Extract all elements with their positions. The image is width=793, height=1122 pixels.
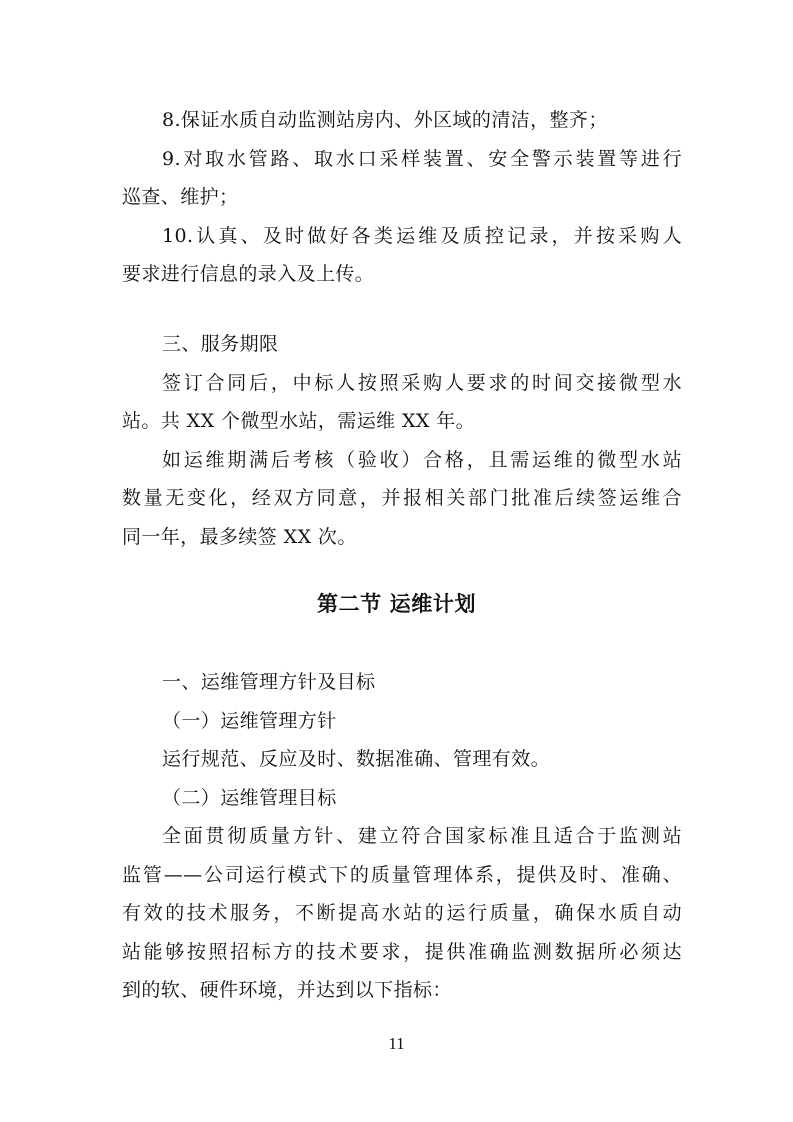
- subsection-title-policy: （一）运维管理方针: [162, 710, 337, 732]
- paragraph-renewal-line-2: 数量无变化，经双方同意，并报相关部门批准后续签运维合: [122, 487, 682, 509]
- list-item-9-line-2: 巡查、维护；: [122, 186, 239, 208]
- page-number: 11: [388, 1034, 405, 1053]
- section-title-service-period: 三、服务期限: [162, 333, 279, 355]
- list-item-10-line-2: 要求进行信息的录入及上传。: [122, 263, 375, 285]
- section-heading: 第二节 运维计划: [316, 592, 477, 616]
- paragraph-goals-line-4: 站能够按照招标方的技术要求，提供准确监测数据所必须达: [122, 941, 682, 963]
- paragraph-goals-line-2: 监管——公司运行模式下的质量管理体系，提供及时、准确、: [122, 864, 682, 886]
- paragraph-goals-line-3: 有效的技术服务，不断提高水站的运行质量，确保水质自动: [122, 902, 682, 924]
- list-item-8: 8.保证水质自动监测站房内、外区域的清洁，整齐；: [162, 109, 608, 131]
- paragraph-goals-line-1: 全面贯彻质量方针、建立符合国家标准且适合于监测站: [162, 825, 682, 847]
- paragraph-renewal-line-1: 如运维期满后考核（验收）合格，且需运维的微型水站: [162, 449, 682, 471]
- paragraph-goals-line-5: 到的软、硬件环境，并达到以下指标：: [122, 979, 452, 1001]
- subsection-title-policy-goals: 一、运维管理方针及目标: [162, 671, 376, 693]
- paragraph-renewal-line-3: 同一年，最多续签 XX 次。: [122, 526, 357, 548]
- list-item-9-line-1: 9.对取水管路、取水口采样装置、安全警示装置等进行: [162, 148, 682, 170]
- subsection-title-goals: （二）运维管理目标: [162, 787, 337, 809]
- list-item-10-line-1: 10.认真、及时做好各类运维及质控记录，并按采购人: [162, 225, 682, 247]
- paragraph-contract-line-2: 站。共 XX 个微型水站，需运维 XX 年。: [122, 410, 476, 432]
- paragraph-contract-line-1: 签订合同后，中标人按照采购人要求的时间交接微型水: [162, 372, 682, 394]
- paragraph-policy: 运行规范、反应及时、数据准确、管理有效。: [162, 748, 551, 770]
